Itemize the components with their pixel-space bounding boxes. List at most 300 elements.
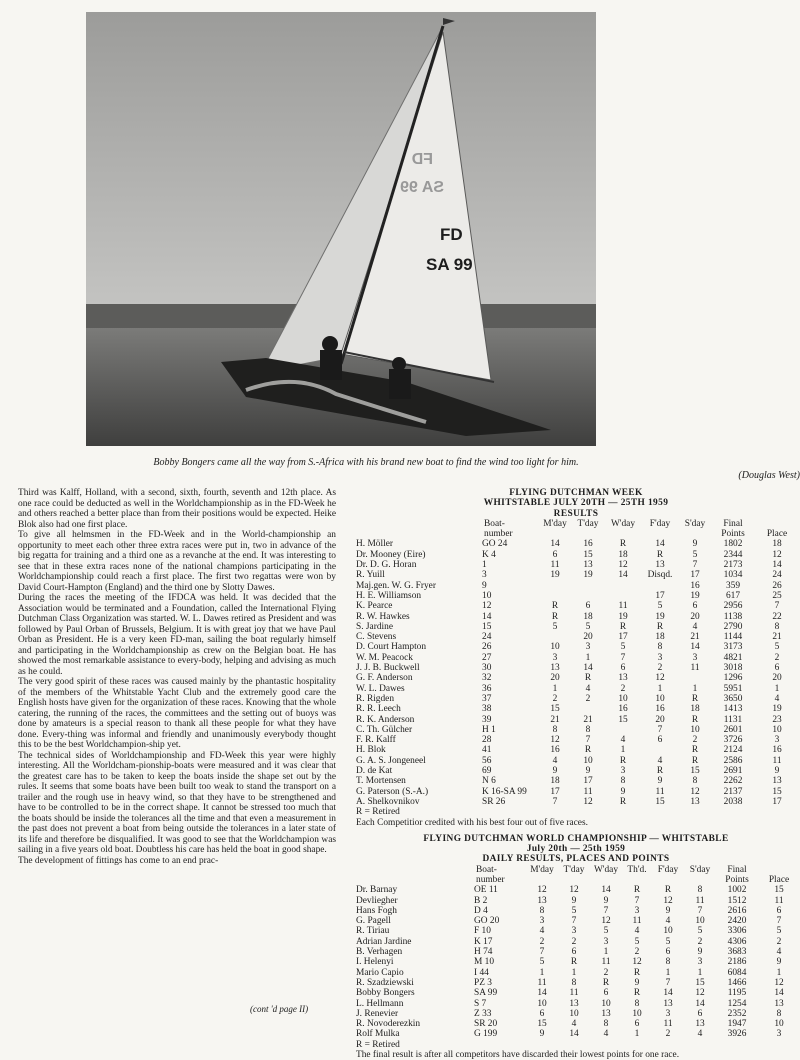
result-cell: 6 bbox=[585, 601, 591, 612]
week-table-subtitle: WHITSTABLE JULY 20TH — 25TH 1959 bbox=[483, 498, 669, 509]
table-row bbox=[352, 957, 800, 967]
result-cell: 2956 bbox=[723, 601, 743, 612]
result-cell: 7 bbox=[585, 735, 591, 746]
competitor-name: R. Novoderezkin bbox=[356, 1019, 421, 1030]
week-note-credit: Each Competitior credited with his best four out of five races. bbox=[356, 817, 588, 828]
boat-number: PZ 3 bbox=[474, 977, 492, 988]
result-cell: 12 bbox=[655, 673, 665, 684]
article-paragraph: The development of fittings has come to an end prac- bbox=[18, 855, 219, 866]
week-header-cell: M'day bbox=[543, 518, 567, 529]
world-header-cell: Boat- bbox=[476, 864, 497, 875]
result-cell: 16 bbox=[618, 704, 628, 715]
competitor-name: J. J. B. Buckwell bbox=[356, 663, 420, 674]
table-row bbox=[352, 968, 800, 978]
result-cell: R bbox=[551, 611, 559, 622]
table-row bbox=[352, 663, 800, 673]
results-tables bbox=[352, 488, 800, 1060]
result-cell: 11 bbox=[632, 916, 642, 927]
result-cell: 3 bbox=[571, 926, 577, 937]
result-cell: 9 bbox=[634, 977, 640, 988]
result-cell bbox=[604, 725, 642, 735]
result-cell: 14 bbox=[569, 1029, 579, 1040]
result-cell: 3 bbox=[634, 905, 640, 916]
table-row bbox=[352, 787, 800, 797]
result-cell: 25 bbox=[772, 590, 782, 601]
result-cell: R bbox=[691, 714, 699, 725]
week-table-body bbox=[352, 539, 800, 807]
result-cell: 3 bbox=[585, 642, 591, 653]
result-cell: 4 bbox=[776, 947, 782, 958]
boat-number: K 17 bbox=[474, 936, 493, 947]
result-cell: 26 bbox=[772, 580, 782, 591]
result-cell: 6 bbox=[571, 947, 577, 958]
week-header-cell: Boat- bbox=[484, 518, 505, 529]
competitor-name: Rolf Mulka bbox=[356, 1029, 400, 1040]
result-cell: 10 bbox=[695, 916, 705, 927]
result-cell: 1138 bbox=[723, 611, 743, 622]
sail-label-2: SA 99 bbox=[400, 179, 444, 196]
result-cell: 1947 bbox=[727, 1019, 747, 1030]
result-cell: R bbox=[691, 693, 699, 704]
week-header-cell: S'day bbox=[684, 518, 706, 529]
result-cell: 8 bbox=[634, 998, 640, 1009]
result-cell: R bbox=[656, 549, 664, 560]
result-cell: 4 bbox=[697, 1029, 703, 1040]
result-cell: 2124 bbox=[723, 745, 743, 756]
result-cell: 11 bbox=[583, 786, 593, 797]
result-cell: 14 bbox=[772, 560, 782, 571]
result-cell: 3 bbox=[776, 1029, 782, 1040]
competitor-name: Mario Capio bbox=[356, 967, 404, 978]
result-cell: 20 bbox=[772, 673, 782, 684]
result-cell: 12 bbox=[774, 977, 784, 988]
table-row bbox=[352, 570, 800, 580]
competitor-name: T. Mortensen bbox=[356, 776, 406, 787]
result-cell: 4306 bbox=[727, 936, 747, 947]
result-cell: 9 bbox=[774, 766, 780, 777]
competitor-name: G. A. S. Jongeneel bbox=[356, 755, 426, 766]
result-cell: 3683 bbox=[727, 947, 747, 958]
result-cell: 1 bbox=[665, 967, 671, 978]
boat-number: H 74 bbox=[474, 947, 493, 958]
result-cell: 21 bbox=[550, 714, 560, 725]
competitor-name: R. Tiriau bbox=[356, 926, 390, 937]
competitor-name: A. Shelkovnikov bbox=[356, 796, 420, 807]
week-header-cell: Final bbox=[723, 518, 743, 529]
result-cell: 10 bbox=[663, 926, 673, 937]
result-cell: 1144 bbox=[723, 632, 743, 643]
world-header-cell bbox=[352, 875, 474, 885]
result-cell: 1195 bbox=[727, 988, 747, 999]
result-cell: 3 bbox=[603, 936, 609, 947]
boat-number: 15 bbox=[482, 621, 492, 632]
result-cell: 13 bbox=[774, 998, 784, 1009]
week-note-retired: R = Retired bbox=[356, 807, 400, 818]
result-cell: 10 bbox=[774, 1019, 784, 1030]
boat-number: 37 bbox=[482, 693, 492, 704]
result-cell: 15 bbox=[618, 714, 628, 725]
result-cell bbox=[538, 581, 572, 591]
result-cell: 3 bbox=[697, 957, 703, 968]
week-header-row bbox=[352, 519, 800, 529]
boat-number: 36 bbox=[482, 683, 492, 694]
world-header-cell bbox=[758, 865, 800, 875]
boat-number: 39 bbox=[482, 714, 492, 725]
result-cell: 13 bbox=[690, 796, 700, 807]
result-cell: 9 bbox=[665, 905, 671, 916]
sailor-helm bbox=[322, 336, 338, 352]
table-row bbox=[352, 673, 800, 683]
result-cell: 12 bbox=[772, 549, 782, 560]
result-cell: 10 bbox=[569, 1008, 579, 1019]
boat-number: 41 bbox=[482, 745, 492, 756]
result-cell bbox=[642, 745, 678, 755]
boat-number: GO 20 bbox=[474, 916, 500, 927]
competitor-name: H. Möller bbox=[356, 539, 393, 550]
boat-number: 14 bbox=[482, 611, 492, 622]
result-cell: 5 bbox=[634, 936, 640, 947]
world-table-body bbox=[352, 885, 800, 1039]
week-results-table bbox=[352, 519, 800, 807]
table-row bbox=[352, 550, 800, 560]
boat-number: S 7 bbox=[474, 998, 487, 1009]
result-cell: 14 bbox=[695, 998, 705, 1009]
result-cell: 13 bbox=[695, 1019, 705, 1030]
boat-number: I 44 bbox=[474, 967, 489, 978]
result-cell: 2038 bbox=[723, 796, 743, 807]
result-cell: R bbox=[633, 988, 641, 999]
result-cell: 10 bbox=[550, 642, 560, 653]
result-cell: 1 bbox=[603, 947, 609, 958]
photo-credit: (Douglas West) bbox=[738, 470, 800, 481]
result-cell: 11 bbox=[695, 895, 705, 906]
result-cell bbox=[538, 591, 572, 601]
result-cell: 15 bbox=[690, 766, 700, 777]
result-cell: R bbox=[602, 977, 610, 988]
competitor-name: Hans Fogh bbox=[356, 905, 397, 916]
boat-number: 28 bbox=[482, 735, 492, 746]
result-cell: 4821 bbox=[723, 652, 743, 663]
result-cell: 13 bbox=[772, 776, 782, 787]
table-row bbox=[352, 684, 800, 694]
table-row bbox=[352, 978, 800, 988]
week-table-header bbox=[352, 519, 800, 540]
world-table-heading: DAILY RESULTS, PLACES AND POINTS bbox=[482, 854, 670, 865]
result-cell: 12 bbox=[632, 957, 642, 968]
result-cell: R bbox=[584, 745, 592, 756]
result-cell: 3 bbox=[774, 735, 780, 746]
world-header-cell bbox=[684, 875, 716, 885]
world-header-row bbox=[352, 865, 800, 875]
world-header-cell bbox=[352, 865, 474, 875]
world-header-cell bbox=[622, 875, 652, 885]
world-header-cell: Th'd. bbox=[627, 864, 647, 875]
result-cell: R bbox=[551, 601, 559, 612]
result-cell: 1802 bbox=[723, 539, 743, 550]
result-cell: 19 bbox=[772, 704, 782, 715]
result-cell: 5 bbox=[603, 926, 609, 937]
world-note-retired: R = Retired bbox=[356, 1039, 400, 1050]
boat-number: B 2 bbox=[474, 895, 488, 906]
article-paragraph: During the races the meeting of the IFDCA was held. It was decided that the Association would be terminated and a Foundation, called the International Flying Dutchman Class Organization was started. W. L. Dawes retired as President and was followed by Paul Orban of Brussels, Belgium. It is with great joy that we have Paul Orban as President. He is a very keen FD-man, sailing the boat regularly himself and participating in the Worldchampionship as crew on the Belgian boat. He has showed the most remarkable assistance to every-body, helping and advising as much as he could. bbox=[18, 593, 336, 677]
result-cell: 6084 bbox=[727, 967, 747, 978]
boat-number: 27 bbox=[482, 652, 492, 663]
table-row bbox=[352, 612, 800, 622]
competitor-name: Dr. Mooney (Eire) bbox=[356, 549, 426, 560]
result-cell: 8 bbox=[603, 1019, 609, 1030]
table-row bbox=[352, 704, 800, 714]
result-cell: 9 bbox=[657, 776, 663, 787]
result-cell: 3726 bbox=[723, 735, 743, 746]
result-cell: 18 bbox=[655, 632, 665, 643]
result-cell: 10 bbox=[583, 755, 593, 766]
result-cell: 4 bbox=[552, 755, 558, 766]
continued-note: (cont 'd page II) bbox=[250, 1004, 309, 1014]
result-cell: R bbox=[664, 885, 672, 896]
table-row bbox=[352, 539, 800, 549]
result-cell: 19 bbox=[583, 570, 593, 581]
result-cell: 1 bbox=[657, 683, 663, 694]
boat-number: Z 33 bbox=[474, 1008, 492, 1019]
result-cell bbox=[604, 591, 642, 601]
result-cell: 1034 bbox=[723, 570, 743, 581]
result-cell: 19 bbox=[550, 570, 560, 581]
result-cell bbox=[678, 673, 712, 683]
result-cell: 18 bbox=[550, 776, 560, 787]
week-header-cell bbox=[642, 529, 678, 539]
table-row bbox=[352, 999, 800, 1009]
competitor-name: S. Jardine bbox=[356, 621, 393, 632]
result-cell: 23 bbox=[772, 714, 782, 725]
competitor-name: G. F. Anderson bbox=[356, 673, 413, 684]
result-cell: 5 bbox=[585, 621, 591, 632]
result-cell: 9 bbox=[585, 766, 591, 777]
table-row bbox=[352, 885, 800, 895]
boat-number: 32 bbox=[482, 673, 492, 684]
result-cell: 7 bbox=[634, 895, 640, 906]
competitor-name: D. Court Hampton bbox=[356, 642, 427, 653]
result-cell: 10 bbox=[655, 693, 665, 704]
result-cell: 11 bbox=[655, 786, 665, 797]
article-paragraph: The technical sides of Worldchampionship and FD-Week this year were highly interesting. All the Worldcham-pionship-boats were measured and it was clear that the greatest care has to be taken to keep the boats inside the shape set out by the rules. It seems that some boats have been built too weak to stand the transport on a trailer and the rough use in heavy wind, so that they have to be strengthened and have to be controlled to be in the correct shape. It cannot be stressed too much that the boats should be inside the tolerances all the time and that even a measurement in the past does not prevent a boat from being outside the tolerances in a later state of its life and therefore be disqualified. It was good to see that the Worldchampion was sailing in a five years old boat. Doubtless his care has held the boat in good shape. bbox=[18, 750, 336, 855]
result-cell: 14 bbox=[583, 663, 593, 674]
result-cell: 11 bbox=[772, 755, 782, 766]
result-cell: 13 bbox=[663, 998, 673, 1009]
result-cell: 17 bbox=[550, 786, 560, 797]
sailor-helm-body bbox=[320, 350, 342, 380]
result-cell: 2 bbox=[697, 936, 703, 947]
result-cell: 12 bbox=[583, 796, 593, 807]
result-cell: 6 bbox=[697, 1008, 703, 1019]
week-header-cell: T'day bbox=[577, 518, 599, 529]
world-table-title: FLYING DUTCHMAN WORLD CHAMPIONSHIP — WHITSTABLE bbox=[423, 833, 729, 844]
table-row bbox=[352, 756, 800, 766]
boat-number: 24 bbox=[482, 632, 492, 643]
result-cell: 18 bbox=[583, 611, 593, 622]
result-cell: 7 bbox=[697, 905, 703, 916]
result-cell: 2 bbox=[776, 936, 782, 947]
result-cell: R bbox=[691, 755, 699, 766]
world-header-cell: Points bbox=[725, 874, 749, 885]
week-header-cell bbox=[352, 529, 482, 539]
result-cell: 10 bbox=[618, 693, 628, 704]
world-header-cell: number bbox=[476, 874, 505, 885]
result-cell: 1 bbox=[539, 967, 545, 978]
result-cell: 13 bbox=[583, 560, 593, 571]
result-cell: R bbox=[656, 766, 664, 777]
table-row bbox=[352, 591, 800, 601]
world-header-cell: Final bbox=[727, 864, 747, 875]
article-paragraph: To give all helmsmen in the FD-Week and in the World-championship an opportunity to meet each other three extra races were put in, two in advance of the big regatta for training and a third one as a revanche at the end. It was interesting to see that in these extra races none of the national champions participating in the Worldchampionship could reach a first place. The first two regattas were won by David Court-Hampton (England) and the third one by Slotty Dawes. bbox=[18, 530, 336, 593]
result-cell: 13 bbox=[618, 673, 628, 684]
result-cell: 16 bbox=[772, 745, 782, 756]
boat-number: D 4 bbox=[474, 905, 488, 916]
result-cell: 1 bbox=[634, 1029, 640, 1040]
competitor-name: R. W. Hawkes bbox=[356, 611, 410, 622]
result-cell: 14 bbox=[550, 539, 560, 550]
result-cell: 22 bbox=[772, 611, 782, 622]
world-header-cell: Place bbox=[768, 874, 790, 885]
result-cell: 11 bbox=[550, 560, 560, 571]
boat-number: 69 bbox=[482, 766, 492, 777]
result-cell: 7 bbox=[692, 560, 698, 571]
result-cell: 6 bbox=[634, 1019, 640, 1030]
result-cell: 11 bbox=[663, 1019, 673, 1030]
result-cell: 4 bbox=[539, 926, 545, 937]
result-cell: 6 bbox=[774, 663, 780, 674]
boat-number: OE 11 bbox=[474, 885, 498, 896]
result-cell: R bbox=[619, 796, 627, 807]
result-cell: 11 bbox=[537, 977, 547, 988]
result-cell: 3 bbox=[552, 652, 558, 663]
result-cell: 19 bbox=[618, 611, 628, 622]
boat-number: 9 bbox=[482, 580, 487, 591]
result-cell: 5 bbox=[552, 621, 558, 632]
result-cell: 6 bbox=[552, 549, 558, 560]
competitor-name: Devliegher bbox=[356, 895, 398, 906]
week-header-cell bbox=[352, 519, 482, 529]
result-cell: 17 bbox=[772, 796, 782, 807]
result-cell: 7 bbox=[774, 601, 780, 612]
result-cell: 1466 bbox=[727, 977, 747, 988]
article-paragraph: The very good spirit of these races was caused mainly by the phantastic hospitality of the members of the Whitstable Yacht Club and the extremely good care the English hosts have given for the organization of these races. Knowing that the whole catering, the running of the races, the committees and the setting out of buoys was done by amateurs is a special reason to thank all these people for what they have done. Every-thing was informal and friendly and unanimously everybody thought this to be the best Worldchampion-ship yet. bbox=[18, 677, 336, 750]
result-cell: 11 bbox=[601, 957, 611, 968]
result-cell: 8 bbox=[665, 957, 671, 968]
result-cell: 8 bbox=[776, 1008, 782, 1019]
result-cell: 2 bbox=[585, 693, 591, 704]
result-cell: 8 bbox=[657, 642, 663, 653]
competitor-name: R. Yuill bbox=[356, 570, 385, 581]
result-cell: 19 bbox=[690, 590, 700, 601]
table-row bbox=[352, 653, 800, 663]
result-cell: 8 bbox=[692, 776, 698, 787]
result-cell: 13 bbox=[601, 1008, 611, 1019]
result-cell: 14 bbox=[663, 988, 673, 999]
boat-number: 30 bbox=[482, 663, 492, 674]
result-cell: 5 bbox=[665, 936, 671, 947]
table-row bbox=[352, 947, 800, 957]
result-cell: 359 bbox=[725, 580, 741, 591]
result-cell: 12 bbox=[695, 988, 705, 999]
result-cell: 9 bbox=[552, 766, 558, 777]
result-cell: 6 bbox=[603, 988, 609, 999]
week-header-cell bbox=[678, 529, 712, 539]
result-cell: 7 bbox=[571, 916, 577, 927]
result-cell: 20 bbox=[655, 714, 665, 725]
result-cell: 5 bbox=[620, 642, 626, 653]
result-cell: 16 bbox=[583, 539, 593, 550]
result-cell: 21 bbox=[583, 714, 593, 725]
result-cell: R bbox=[656, 621, 664, 632]
result-cell: 3 bbox=[539, 916, 545, 927]
result-cell: 6 bbox=[539, 1008, 545, 1019]
result-cell: 7 bbox=[603, 905, 609, 916]
week-header-cell: W'day bbox=[610, 518, 636, 529]
week-header-row bbox=[352, 529, 800, 539]
result-cell: 17 bbox=[583, 776, 593, 787]
result-cell: 15 bbox=[537, 1019, 547, 1030]
table-row bbox=[352, 776, 800, 786]
sailor-crew bbox=[392, 357, 406, 371]
result-cell: 14 bbox=[690, 642, 700, 653]
article-paragraph: Third was Kalff, Holland, with a second, sixth, fourth, seventh and 12th place. As one race could be deducted as well in the Worldchampionship as in the FD-Week he and others reached a better place than from their positions would be expected. Heike Blok also had one first place. bbox=[18, 488, 336, 530]
result-cell: 2420 bbox=[727, 916, 747, 927]
result-cell: 2344 bbox=[723, 549, 743, 560]
result-cell: 8 bbox=[774, 621, 780, 632]
result-cell: 2691 bbox=[723, 766, 743, 777]
result-cell: 20 bbox=[690, 611, 700, 622]
result-cell: 2601 bbox=[723, 724, 743, 735]
result-cell: 11 bbox=[774, 895, 784, 906]
sail-label-1: FD bbox=[411, 151, 433, 168]
boat-number: 38 bbox=[482, 704, 492, 715]
result-cell: 8 bbox=[571, 977, 577, 988]
result-cell: 11 bbox=[690, 663, 700, 674]
boat-number: 26 bbox=[482, 642, 492, 653]
result-cell: 1 bbox=[552, 683, 558, 694]
week-header-cell bbox=[604, 529, 642, 539]
result-cell: 14 bbox=[655, 539, 665, 550]
result-cell: 10 bbox=[601, 998, 611, 1009]
result-cell: 21 bbox=[690, 632, 700, 643]
competitor-name: C. Stevens bbox=[356, 632, 397, 643]
result-cell: 2262 bbox=[723, 776, 743, 787]
result-cell: 18 bbox=[690, 704, 700, 715]
boat-number: SR 26 bbox=[482, 796, 506, 807]
result-cell: 15 bbox=[655, 796, 665, 807]
result-cell: 12 bbox=[618, 560, 628, 571]
result-cell: 15 bbox=[772, 786, 782, 797]
result-cell: 16 bbox=[690, 580, 700, 591]
result-cell: 6 bbox=[776, 905, 782, 916]
world-table-header bbox=[352, 865, 800, 886]
result-cell: 14 bbox=[601, 885, 611, 896]
result-cell bbox=[604, 581, 642, 591]
result-cell: 2186 bbox=[727, 957, 747, 968]
result-cell: 8 bbox=[585, 724, 591, 735]
competitor-name: Dr. Barnay bbox=[356, 885, 398, 896]
result-cell: 5 bbox=[697, 926, 703, 937]
result-cell: 2 bbox=[539, 936, 545, 947]
result-cell: R bbox=[633, 885, 641, 896]
result-cell: 13 bbox=[655, 560, 665, 571]
result-cell bbox=[538, 632, 572, 642]
boat-number: 1 bbox=[482, 560, 487, 571]
competitor-name: H. Blok bbox=[356, 745, 386, 756]
competitor-name: W. L. Dawes bbox=[356, 683, 405, 694]
result-cell: 3 bbox=[620, 766, 626, 777]
result-cell: 9 bbox=[692, 539, 698, 550]
